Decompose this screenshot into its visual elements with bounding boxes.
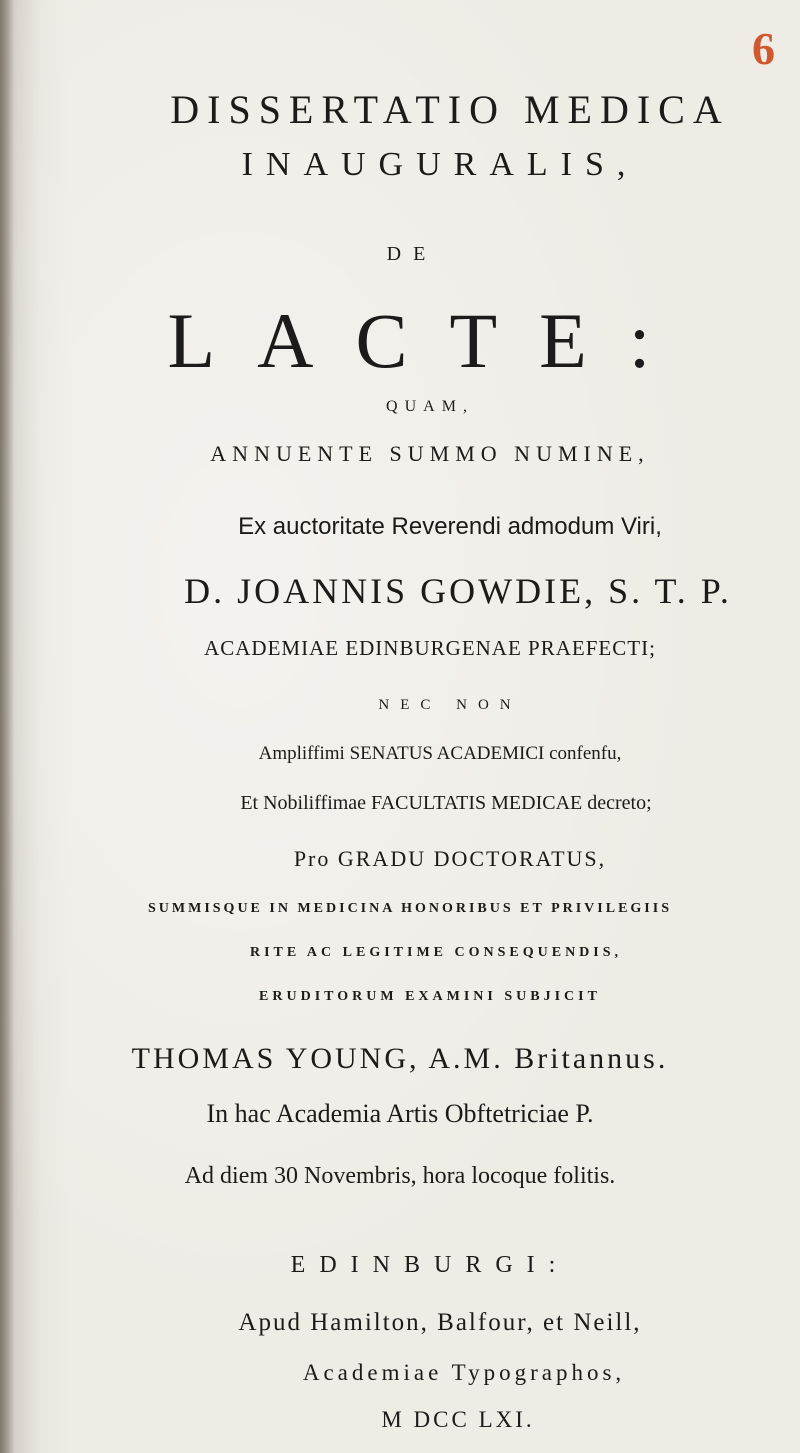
title-lacte: LACTE: <box>167 297 693 384</box>
nec-non-line: NEC NON <box>378 697 522 713</box>
imprint-place: EDINBURGI: <box>290 1252 570 1278</box>
gradu-line: Pro GRADU DOCTORATUS, <box>293 846 607 871</box>
academiae-praefecti-line: ACADEMIAE EDINBURGENAE PRAEFECTI; <box>204 636 656 660</box>
imprint-printers: Apud Hamilton, Balfour, et Neill, <box>238 1309 642 1336</box>
page-number: 6 <box>752 23 775 74</box>
title-dissertatio-medica: DISSERTATIO MEDICA <box>170 87 730 132</box>
gowdie-line: D. JOANNIS GOWDIE, S. T. P. <box>184 571 732 611</box>
quam-line: QUAM, <box>386 398 474 415</box>
consequendis-line: RITE AC LEGITIME CONSEQUENDIS, <box>249 945 623 960</box>
author-title-line: In hac Academia Artis Obftetriciae P. <box>206 1099 594 1128</box>
annuente-line: ANNUENTE SUMMO NUMINE, <box>210 441 650 466</box>
senatus-line: Ampliffimi SENATUS ACADEMICI confenfu, <box>258 743 622 764</box>
date-line: Ad diem 30 Novembris, hora locoque folitis. <box>184 1163 616 1189</box>
imprint-typographos: Academiae Typographos, <box>302 1360 626 1385</box>
auctoritate-line: Ex auctoritate Reverendi admodum Viri, <box>238 513 662 540</box>
spine-shadow <box>0 0 14 1453</box>
author-line: THOMAS YOUNG, A.M. Britannus. <box>131 1042 669 1075</box>
title-inauguralis: INAUGURALIS, <box>241 146 639 183</box>
facultatis-line: Et Nobiliffimae FACULTATIS MEDICAE decreto; <box>240 792 652 814</box>
imprint-year: M DCC LXI. <box>381 1407 535 1432</box>
honoribus-line: SUMMISQUE IN MEDICINA HONORIBUS ET PRIVILEGIIS <box>148 901 672 916</box>
examini-line: ERUDITORUM EXAMINI SUBJICIT <box>259 989 601 1004</box>
title-de: DE <box>386 243 438 265</box>
